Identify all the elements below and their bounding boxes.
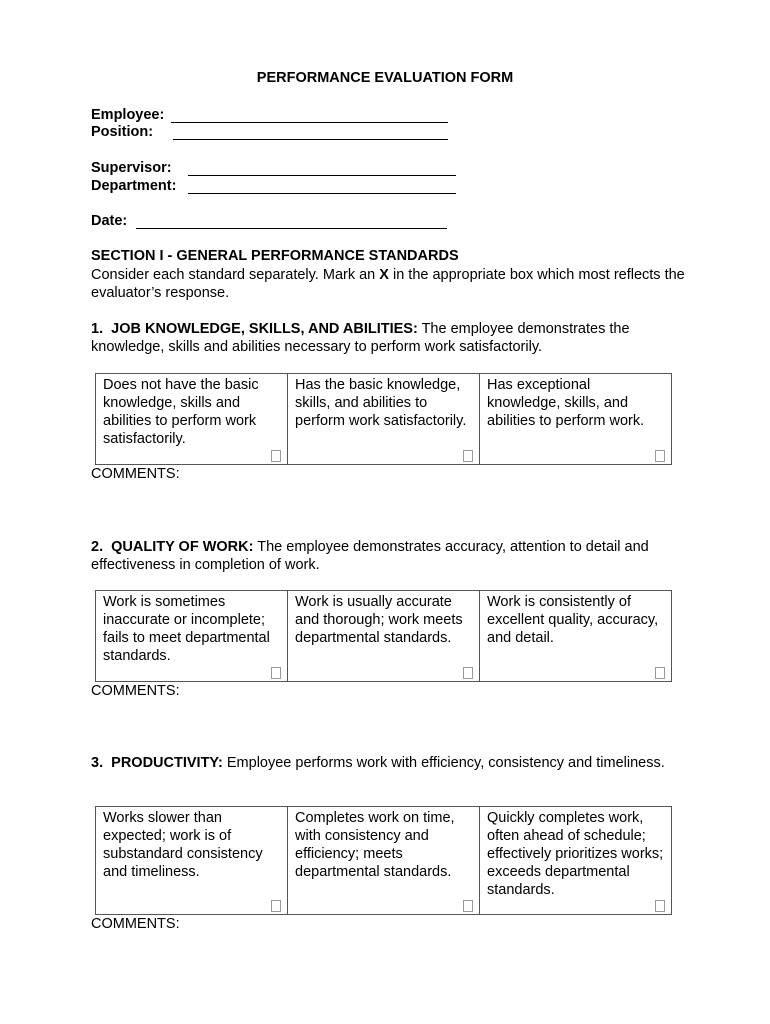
criterion-3-description: 3. PRODUCTIVITY: Employee performs work with efficiency, consistency and timeliness.: [91, 755, 665, 771]
supervisor-label: Supervisor:: [91, 160, 172, 176]
mark-x: X: [379, 267, 389, 283]
section-heading: SECTION I - GENERAL PERFORMANCE STANDARDS: [91, 248, 459, 264]
employee-field[interactable]: [171, 122, 448, 123]
date-field[interactable]: [136, 228, 447, 229]
supervisor-field[interactable]: [188, 175, 456, 176]
rating-checkbox[interactable]: [463, 667, 473, 679]
rating-checkbox[interactable]: [655, 450, 665, 462]
date-label: Date:: [91, 213, 128, 229]
rating-checkbox[interactable]: [271, 900, 281, 912]
rating-option: Has exceptional knowledge, skills, and abilities to perform work.: [480, 374, 672, 465]
comments-label: COMMENTS:: [91, 916, 180, 932]
section-instructions: Consider each standard separately. Mark an X in the appropriate box which most reflects the evaluator’s response.: [91, 267, 685, 301]
employee-label: Employee:: [91, 107, 165, 123]
position-field[interactable]: [173, 139, 448, 140]
comments-label: COMMENTS:: [91, 466, 180, 482]
form-title: PERFORMANCE EVALUATION FORM: [256, 70, 514, 86]
rating-option: Work is consistently of excellent quality, accuracy, and detail.: [480, 591, 672, 682]
department-label: Department:: [91, 178, 177, 194]
comments-label: COMMENTS:: [91, 683, 180, 699]
rating-checkbox[interactable]: [271, 450, 281, 462]
rating-option: Work is sometimes inaccurate or incomplete; fails to meet departmental standards.: [96, 591, 288, 682]
rating-checkbox[interactable]: [271, 667, 281, 679]
rating-checkbox[interactable]: [655, 900, 665, 912]
rating-option: Quickly completes work, often ahead of schedule; effectively prioritizes works; exceeds departmental standards.: [480, 807, 672, 915]
criterion-3-rating-table: [95, 806, 672, 915]
criterion-2-rating-table: [95, 590, 672, 682]
rating-option: Works slower than expected; work is of substandard consistency and timeliness.: [96, 807, 288, 915]
rating-checkbox[interactable]: [655, 667, 665, 679]
department-field[interactable]: [188, 193, 456, 194]
position-label: Position:: [91, 124, 154, 140]
rating-checkbox[interactable]: [463, 450, 473, 462]
rating-option: Has the basic knowledge, skills, and abilities to perform work satisfactorily.: [288, 374, 480, 465]
rating-option: Work is usually accurate and thorough; work meets departmental standards.: [288, 591, 480, 682]
rating-option: Does not have the basic knowledge, skills and abilities to perform work satisfactorily.: [96, 374, 288, 465]
rating-option: Completes work on time, with consistency and efficiency; meets departmental standards.: [288, 807, 480, 915]
criterion-2-description: 2. QUALITY OF WORK: The employee demonstrates accuracy, attention to detail and effectiveness in completion of work.: [91, 539, 649, 573]
rating-checkbox[interactable]: [463, 900, 473, 912]
criterion-1-description: 1. JOB KNOWLEDGE, SKILLS, AND ABILITIES: The employee demonstrates the knowledge, skills and abilities necessary to perform work satisfactorily.: [91, 321, 630, 355]
criterion-1-rating-table: [95, 373, 672, 465]
